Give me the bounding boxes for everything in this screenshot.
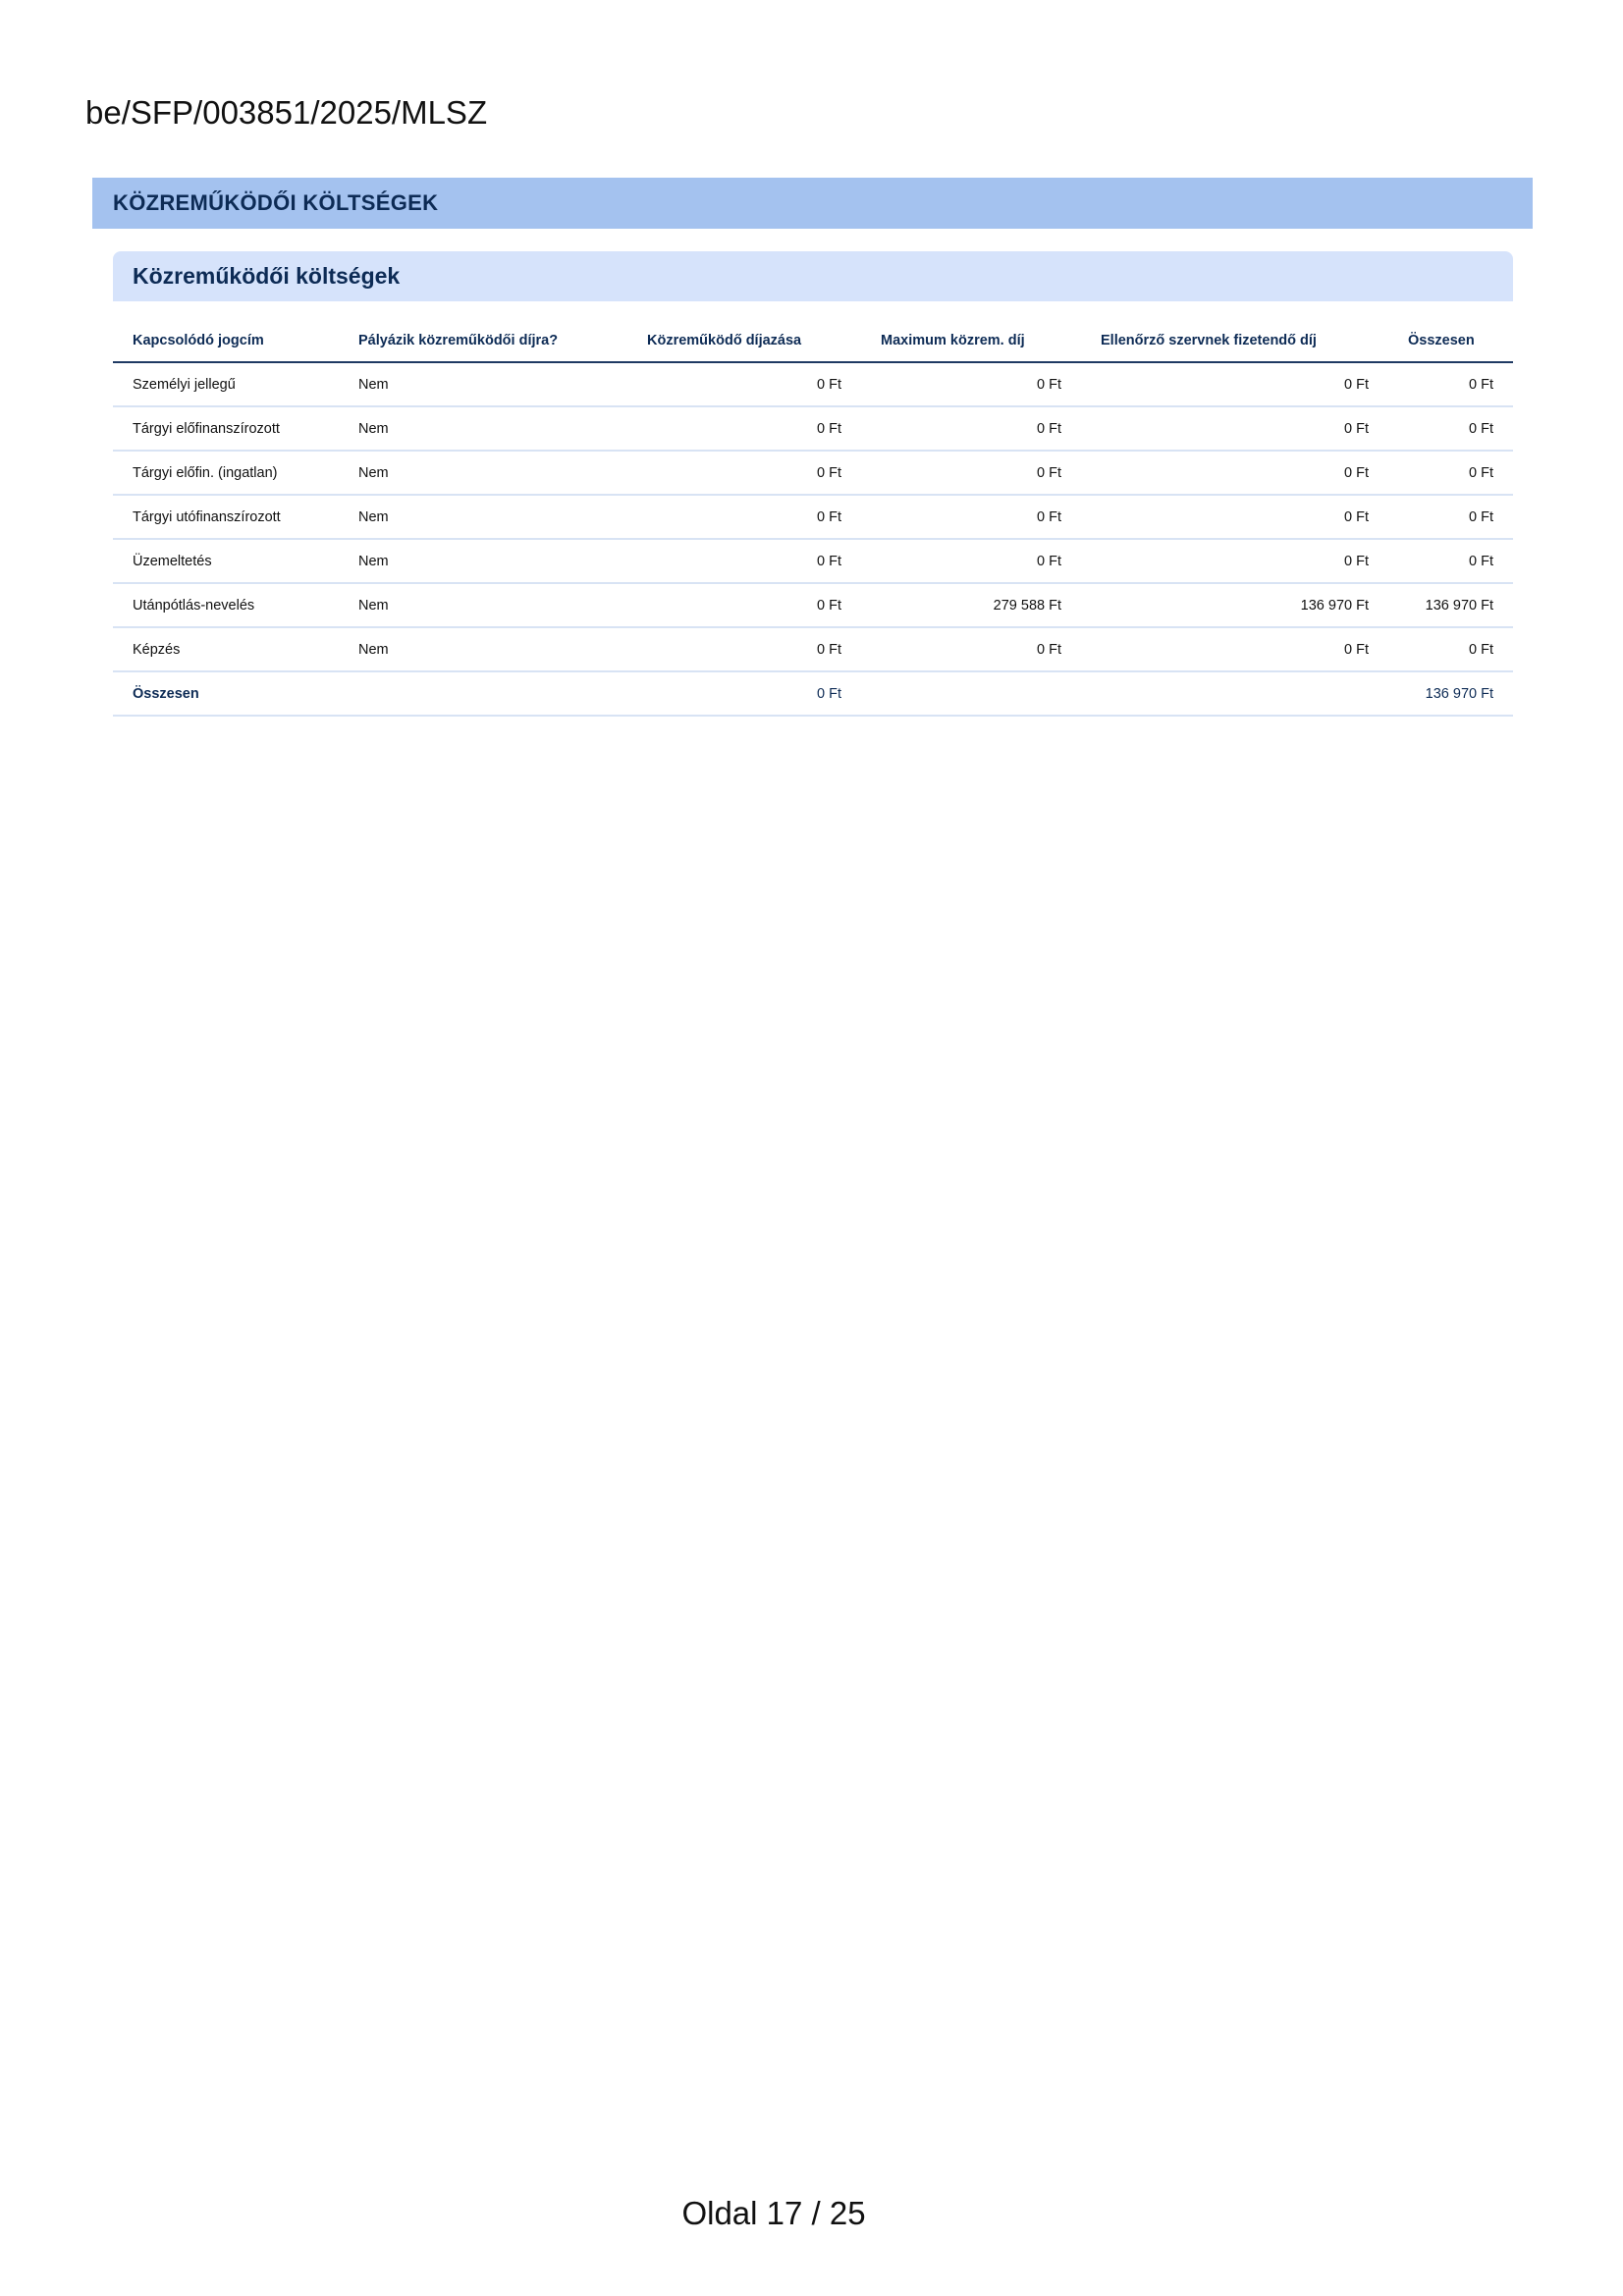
cell-palyazik: Nem [339, 495, 627, 539]
cell-dijazas: 0 Ft [627, 583, 861, 627]
column-header: Maximum közrem. díj [861, 319, 1081, 362]
column-header: Kapcsolódó jogcím [113, 319, 339, 362]
column-header: Ellenőrző szervnek fizetendő díj [1081, 319, 1388, 362]
total-ellenorzo-dij [1081, 671, 1388, 716]
cell-jogcim: Személyi jellegű [113, 362, 339, 406]
total-dijazas: 0 Ft [627, 671, 861, 716]
cell-dijazas: 0 Ft [627, 495, 861, 539]
table-row [113, 627, 1513, 671]
cell-jogcim: Tárgyi előfinanszírozott [113, 406, 339, 451]
cell-palyazik: Nem [339, 362, 627, 406]
cell-ellenorzo-dij: 0 Ft [1081, 627, 1388, 671]
cell-max-dij: 0 Ft [861, 451, 1081, 495]
table-row [113, 583, 1513, 627]
table-row [113, 495, 1513, 539]
table-row [113, 451, 1513, 495]
table-row [113, 539, 1513, 583]
total-palyazik [339, 671, 627, 716]
cell-osszesen: 0 Ft [1388, 627, 1513, 671]
document-id: be/SFP/003851/2025/MLSZ [85, 94, 488, 131]
cell-jogcim: Tárgyi előfin. (ingatlan) [113, 451, 339, 495]
cell-palyazik: Nem [339, 627, 627, 671]
cell-max-dij: 0 Ft [861, 362, 1081, 406]
cell-ellenorzo-dij: 0 Ft [1081, 406, 1388, 451]
cell-max-dij: 0 Ft [861, 627, 1081, 671]
total-osszesen: 136 970 Ft [1388, 671, 1513, 716]
cell-palyazik: Nem [339, 583, 627, 627]
column-header: Összesen [1388, 319, 1513, 362]
cell-ellenorzo-dij: 0 Ft [1081, 539, 1388, 583]
cell-dijazas: 0 Ft [627, 451, 861, 495]
cell-jogcim: Üzemeltetés [113, 539, 339, 583]
cell-dijazas: 0 Ft [627, 362, 861, 406]
cell-osszesen: 0 Ft [1388, 362, 1513, 406]
cell-ellenorzo-dij: 0 Ft [1081, 362, 1388, 406]
total-max-dij [861, 671, 1081, 716]
cell-ellenorzo-dij: 136 970 Ft [1081, 583, 1388, 627]
cell-palyazik: Nem [339, 406, 627, 451]
cell-dijazas: 0 Ft [627, 539, 861, 583]
cell-max-dij: 0 Ft [861, 406, 1081, 451]
cell-ellenorzo-dij: 0 Ft [1081, 451, 1388, 495]
total-label: Összesen [113, 671, 339, 716]
cell-max-dij: 279 588 Ft [861, 583, 1081, 627]
page-number: Oldal 17 / 25 [681, 2195, 866, 2231]
cell-osszesen: 136 970 Ft [1388, 583, 1513, 627]
cell-max-dij: 0 Ft [861, 495, 1081, 539]
column-header: Közreműködő díjazása [627, 319, 861, 362]
total-row [113, 671, 1513, 716]
panel-header [113, 251, 1513, 301]
cell-palyazik: Nem [339, 539, 627, 583]
cell-jogcim: Utánpótlás-nevelés [113, 583, 339, 627]
cell-max-dij: 0 Ft [861, 539, 1081, 583]
cell-jogcim: Tárgyi utófinanszírozott [113, 495, 339, 539]
cell-osszesen: 0 Ft [1388, 451, 1513, 495]
cell-osszesen: 0 Ft [1388, 406, 1513, 451]
cell-jogcim: Képzés [113, 627, 339, 671]
cell-ellenorzo-dij: 0 Ft [1081, 495, 1388, 539]
table-header-row [113, 319, 1513, 362]
table-row [113, 406, 1513, 451]
cell-palyazik: Nem [339, 451, 627, 495]
cell-osszesen: 0 Ft [1388, 495, 1513, 539]
cost-table [113, 319, 1513, 717]
cell-dijazas: 0 Ft [627, 406, 861, 451]
section-title: KÖZREMŰKÖDŐI KÖLTSÉGEK [113, 190, 439, 215]
cell-dijazas: 0 Ft [627, 627, 861, 671]
section-header [92, 178, 1533, 229]
cell-osszesen: 0 Ft [1388, 539, 1513, 583]
panel-title: Közreműködői költségek [133, 263, 401, 289]
table-row [113, 362, 1513, 406]
column-header: Pályázik közreműködői díjra? [339, 319, 627, 362]
